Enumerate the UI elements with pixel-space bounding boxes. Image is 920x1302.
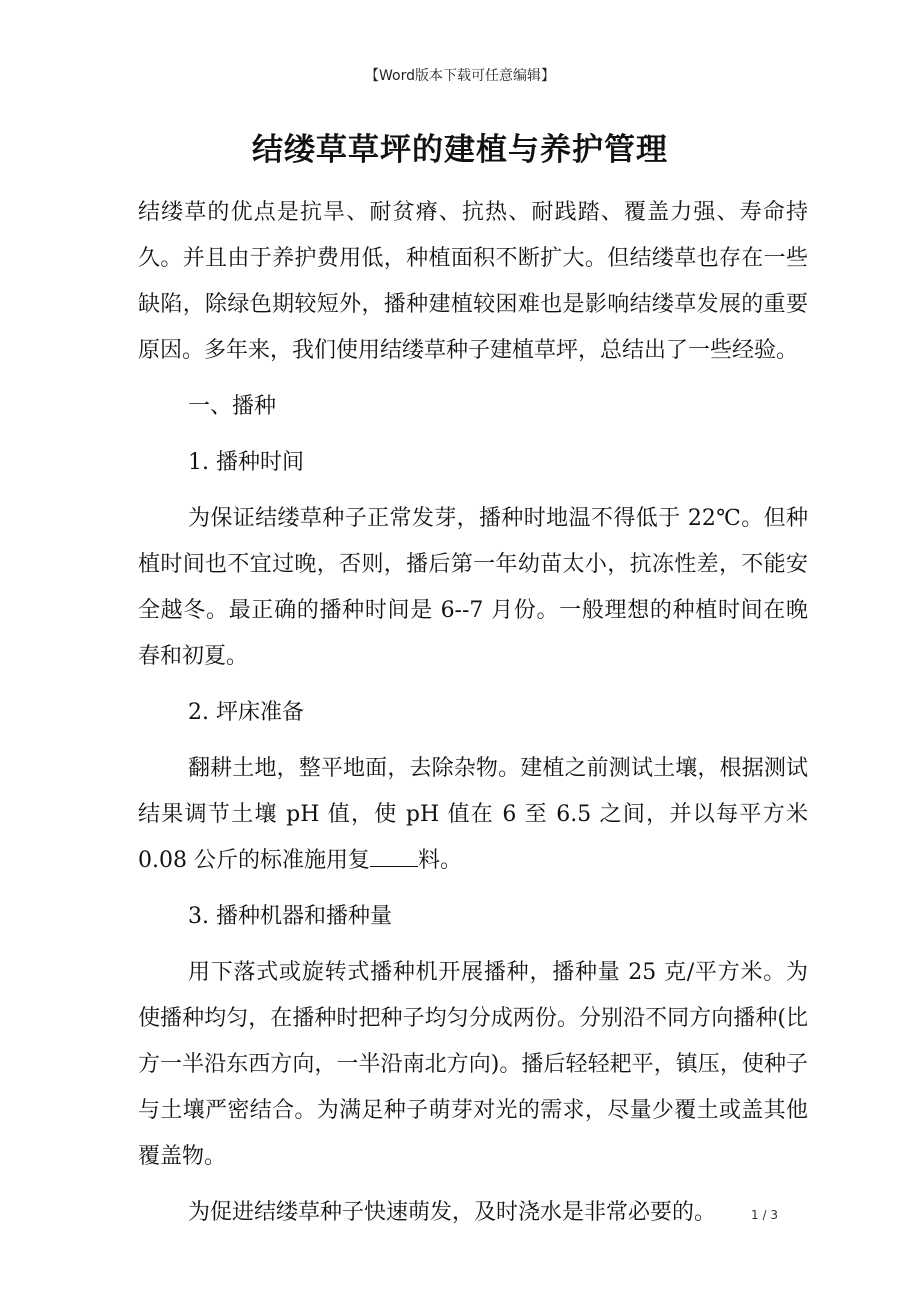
watering-paragraph: 为促进结缕草种子快速萌发，及时浇水是非常必要的。	[188, 1200, 717, 1225]
subsection-heading-seedbed: 2. 坪床准备	[188, 700, 304, 725]
seedbed-paragraph	[138, 746, 808, 884]
intro-paragraph: 结缕草的优点是抗旱、耐贫瘠、抗热、耐践踏、覆盖力强、寿命持久。并且由于养护费用低，种植面积不断扩大。但结缕草也存在一些缺陷，除绿色期较短外，播种建植较困难也是影响结缕草发展的重要原因。多年来，我们使用结缕草种子建植草坪，总结出了一些经验。	[138, 200, 808, 363]
section-heading-sowing: 一、播种	[188, 394, 277, 419]
page-number: 1 / 3	[751, 1208, 778, 1222]
fill-in-blank	[370, 846, 418, 867]
sowing-time-paragraph: 为保证结缕草种子正常发芽，播种时地温不得低于 22℃。但种植时间也不宜过晚，否则，播后第一年幼苗太小，抗冻性差，不能安全越冬。最正确的播种时间是 6--7 月份。一般理想的种植时间在晚春和初夏。	[138, 506, 808, 669]
header-note: 【Word版本下载可任意编辑】	[365, 68, 555, 84]
document-body	[138, 190, 808, 1246]
seedbed-tail: 料。	[417, 848, 462, 873]
subsection-heading-sowing-time: 1. 播种时间	[188, 450, 304, 475]
subsection-heading-machine-rate: 3. 播种机器和播种量	[188, 904, 392, 929]
seedbed-text: 翻耕土地，整平地面，去除杂物。建植之前测试土壤，根据测试结果调节土壤 pH 值，使 pH 值在 6 至 6.5 之间，并以每平方米 0.08 公斤的标准施用复	[138, 756, 808, 873]
document-title: 结缕草草坪的建植与养护管理	[252, 132, 668, 168]
machine-rate-paragraph: 用下落式或旋转式播种机开展播种，播种量 25 克/平方米。为使播种均匀，在播种时把种子均匀分成两份。分别沿不同方向播种(比方一半沿东西方向，一半沿南北方向)。播后轻轻耙平，镇压，使种子与土壤严密结合。为满足种子萌芽对光的需求，尽量少覆土或盖其他覆盖物。	[138, 960, 808, 1169]
